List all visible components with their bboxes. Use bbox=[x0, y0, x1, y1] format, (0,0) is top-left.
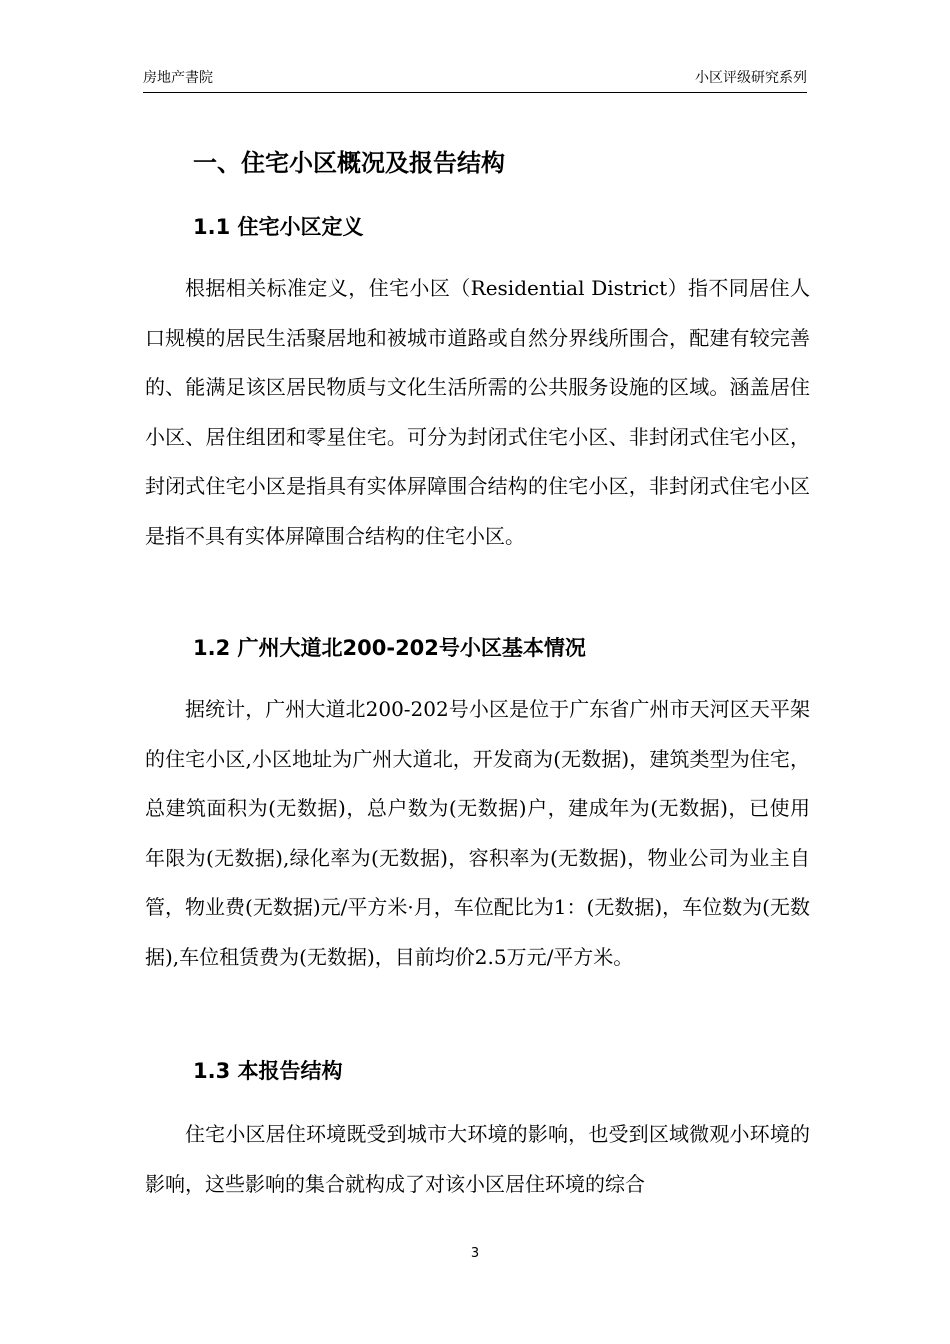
page-number: 3 bbox=[470, 1246, 480, 1261]
running-header bbox=[143, 66, 807, 93]
header-series-title: 小区评级研究系列 bbox=[695, 70, 807, 86]
subsection-heading-1-2: 1.2 广州大道北200-202号小区基本情况 bbox=[193, 636, 586, 660]
paragraph-report-structure: 住宅小区居住环境既受到城市大环境的影响，也受到区域微观小环境的影响，这些影响的集合就构成了对该小区居住环境的综合 bbox=[145, 1122, 810, 1196]
subsection-heading-1-1: 1.1 住宅小区定义 bbox=[193, 215, 364, 239]
header-publisher: 房地产書院 bbox=[143, 70, 213, 86]
subsection-heading-1-3: 1.3 本报告结构 bbox=[193, 1059, 343, 1083]
paragraph-definition: 根据相关标准定义，住宅小区（Residential District）指不同居住人口规模的居民生活聚居地和被城市道路或自然分界线所围合，配建有较完善的、能满足该区居民物质与文化生活所需的公共服务设施的区域。涵盖居住小区、居住组团和零星住宅。可分为封闭式住宅小区、非封闭式住宅小区，封闭式住宅小区是指具有实体屏障围合结构的住宅小区，非封闭式住宅小区是指不具有实体屏障围合结构的住宅小区。 bbox=[145, 276, 810, 548]
paragraph-basic-info: 据统计，广州大道北200-202号小区是位于广东省广州市天河区天平架的住宅小区,小区地址为广州大道北，开发商为(无数据)，建筑类型为住宅，总建筑面积为(无数据)，总户数为(无数据)户，建成年为(无数据)，已使用年限为(无数据),绿化率为(无数据)，容积率为(无数据)，物业公司为业主自管，物业费(无数据)元/平方米·月，车位配比为1：(无数据)，车位数为(无数据),车位租赁费为(无数据)，目前均价2.5万元/平方米。 bbox=[145, 697, 810, 969]
section-title: 一、住宅小区概况及报告结构 bbox=[193, 149, 505, 177]
